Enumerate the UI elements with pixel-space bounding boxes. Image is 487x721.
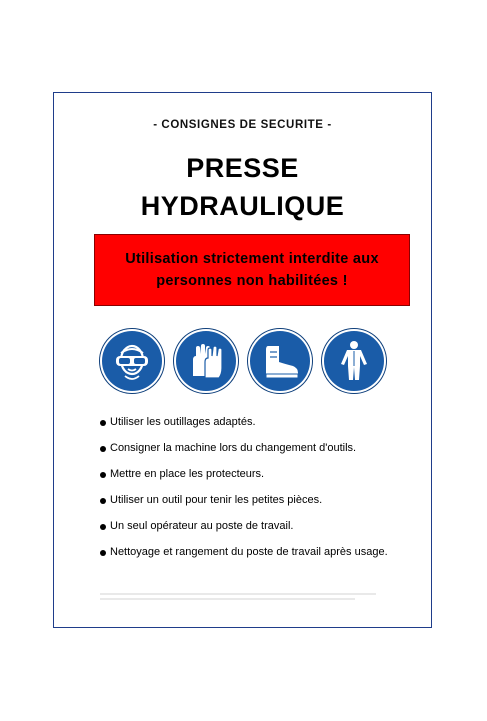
safety-sign <box>53 92 432 628</box>
warning-banner <box>94 234 410 306</box>
gloves-icon <box>174 329 238 393</box>
rule-item: Un seul opérateur au poste de travail. <box>100 520 420 534</box>
sign-title <box>54 149 431 225</box>
safety-shoes-icon <box>248 329 312 393</box>
eye-protection-icon <box>100 329 164 393</box>
rule-item: Utiliser un outil pour tenir les petites pièces. <box>100 494 420 508</box>
pictogram-row <box>100 329 386 393</box>
protective-clothing-icon <box>322 329 386 393</box>
warning-text: Utilisation strictement interdite aux personnes non habilitées ! <box>125 251 379 289</box>
title-line-2: HYDRAULIQUE <box>140 191 345 221</box>
rule-item: Mettre en place les protecteurs. <box>100 468 420 482</box>
rule-item: Utiliser les outillages adaptés. <box>100 416 420 430</box>
faint-footer-text <box>100 593 390 607</box>
title-line-1: PRESSE <box>186 153 299 183</box>
rule-item: Consigner la machine lors du changement d'outils. <box>100 442 420 456</box>
rule-item: Nettoyage et rangement du poste de travail après usage. <box>100 546 420 560</box>
safety-rules-list <box>100 416 420 572</box>
sign-subtitle: - CONSIGNES DE SECURITE - <box>153 119 332 131</box>
